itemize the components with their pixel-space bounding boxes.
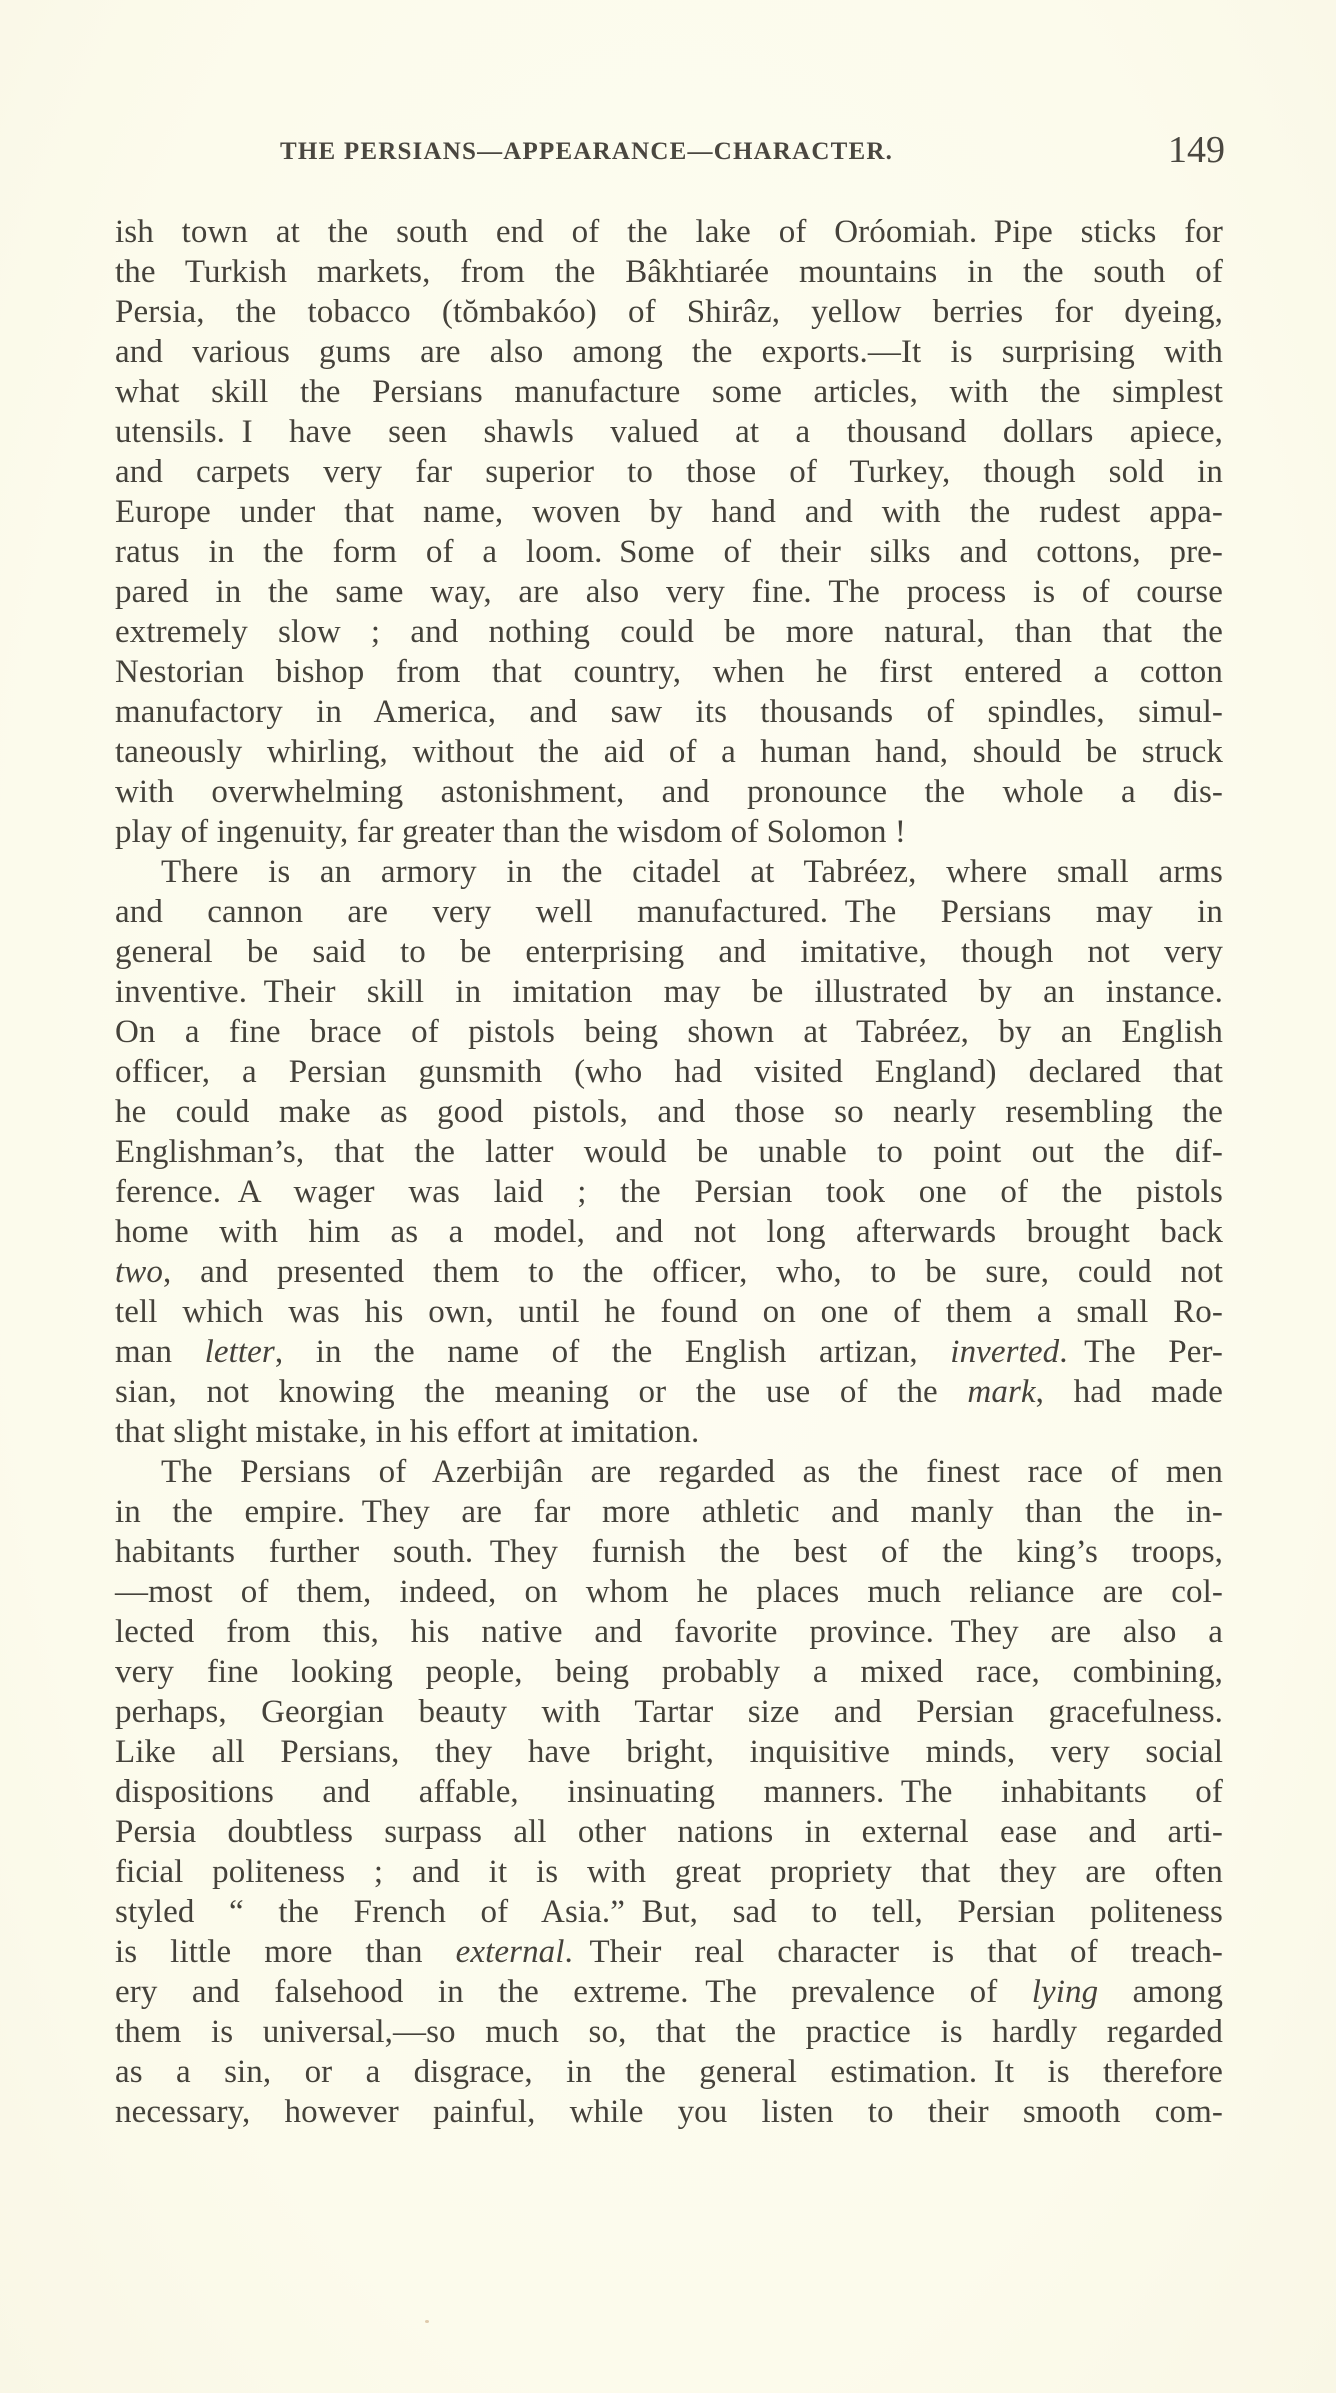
text-line: taneously whirling, without the aid of a human hand, should be struck: [115, 734, 1223, 770]
text-line: and cannon are very well manufactured. The Persians may in: [115, 894, 1223, 930]
text-line: what skill the Persians manufacture some articles, with the simplest: [115, 374, 1223, 410]
text-line: ish town at the south end of the lake of Oróomiah. Pipe sticks for: [115, 214, 1223, 250]
italic-emphasis: inverted: [950, 1334, 1060, 1370]
text-line: styled “ the French of Asia.” But, sad to tell, Persian politeness: [115, 1894, 1223, 1930]
running-head: [280, 128, 1225, 174]
text-line: general be said to be enterprising and imitative, though not very: [115, 934, 1223, 970]
text-line: home with him as a model, and not long afterwards brought back: [115, 1214, 1223, 1250]
text-line: utensils. I have seen shawls valued at a thousand dollars apiece,: [115, 414, 1223, 450]
italic-emphasis: letter: [204, 1334, 275, 1370]
text-line: On a fine brace of pistols being shown at Tabréez, by an English: [115, 1014, 1223, 1050]
text-line: sian, not knowing the meaning or the use of the mark, had made: [115, 1374, 1224, 1410]
text-line: ference. A wager was laid ; the Persian took one of the pistols: [115, 1174, 1223, 1210]
text-line: the Turkish markets, from the Bâkhtiarée mountains in the south of: [115, 254, 1223, 290]
text-line: The Persians of Azerbijân are regarded as the finest race of men: [161, 1454, 1223, 1490]
text-line: very fine looking people, being probably a mixed race, combining,: [115, 1654, 1223, 1690]
text-line: —most of them, indeed, on whom he places much reliance are col-: [115, 1574, 1223, 1610]
text-line: Like all Persians, they have bright, inquisitive minds, very social: [115, 1734, 1223, 1770]
text-line: with overwhelming astonishment, and pronounce the whole a dis-: [115, 774, 1223, 810]
text-line: and various gums are also among the exports.—It is surprising with: [115, 334, 1223, 370]
italic-emphasis: external: [455, 1934, 565, 1970]
paragraph: [115, 212, 1223, 852]
text-line: inventive. Their skill in imitation may be illustrated by an instance.: [115, 974, 1223, 1010]
text-line: extremely slow ; and nothing could be more natural, than that the: [115, 614, 1223, 650]
text-line: habitants further south. They furnish the best of the king’s troops,: [115, 1534, 1223, 1570]
text-line: manufactory in America, and saw its thousands of spindles, simul-: [115, 694, 1223, 730]
text-line: perhaps, Georgian beauty with Tartar size and Persian gracefulness.: [115, 1694, 1223, 1730]
page-number: 149: [1168, 129, 1225, 171]
text-line: Englishman’s, that the latter would be unable to point out the dif-: [115, 1134, 1223, 1170]
text-line: Persia doubtless surpass all other nations in external ease and arti-: [115, 1814, 1223, 1850]
text-line: lected from this, his native and favorite province. They are also a: [115, 1614, 1223, 1650]
text-line: that slight mistake, in his effort at imitation.: [115, 1414, 700, 1450]
text-line: as a sin, or a disgrace, in the general estimation. It is therefore: [115, 2054, 1223, 2090]
text-line: ficial politeness ; and it is with great propriety that they are often: [115, 1854, 1223, 1890]
text-line: ery and falsehood in the extreme. The prevalence of lying among: [115, 1974, 1223, 2010]
text-line: officer, a Persian gunsmith (who had visited England) declared that: [115, 1054, 1223, 1090]
italic-emphasis: lying: [1031, 1974, 1099, 2010]
text-line: man letter, in the name of the English artizan, inverted. The Per-: [115, 1334, 1223, 1370]
text-line: he could make as good pistols, and those so nearly resembling the: [115, 1094, 1223, 1130]
body-text: [115, 212, 1223, 2132]
text-line: play of ingenuity, far greater than the wisdom of Solomon !: [115, 814, 906, 850]
italic-emphasis: mark: [967, 1374, 1036, 1410]
text-line: in the empire. They are far more athletic and manly than the in-: [115, 1494, 1223, 1530]
text-line: them is universal,—so much so, that the practice is hardly regarded: [115, 2014, 1223, 2050]
text-line: is little more than external. Their real character is that of treach-: [115, 1934, 1224, 1970]
text-line: Persia, the tobacco (tŏmbakóo) of Shirâz, yellow berries for dyeing,: [115, 294, 1223, 330]
italic-emphasis: two: [115, 1254, 163, 1290]
text-line: tell which was his own, until he found on one of them a small Ro-: [115, 1294, 1223, 1330]
text-line: necessary, however painful, while you listen to their smooth com-: [115, 2094, 1223, 2130]
text-line: pared in the same way, are also very fine. The process is of course: [115, 574, 1223, 610]
text-line: Nestorian bishop from that country, when he first entered a cotton: [115, 654, 1223, 690]
paper-speck: [425, 2320, 429, 2323]
text-line: ratus in the form of a loom. Some of their silks and cottons, pre-: [115, 534, 1223, 570]
running-title: THE PERSIANS—APPEARANCE—CHARACTER.: [280, 138, 894, 165]
paragraph: [115, 852, 1223, 1452]
text-line: Europe under that name, woven by hand and with the rudest appa-: [115, 494, 1223, 530]
paragraph: [115, 1452, 1223, 2132]
text-line: dispositions and affable, insinuating manners. The inhabitants of: [115, 1774, 1223, 1810]
text-line: two, and presented them to the officer, who, to be sure, could not: [115, 1254, 1223, 1290]
text-line: There is an armory in the citadel at Tabréez, where small arms: [161, 854, 1223, 890]
text-line: and carpets very far superior to those of Turkey, though sold in: [115, 454, 1223, 490]
